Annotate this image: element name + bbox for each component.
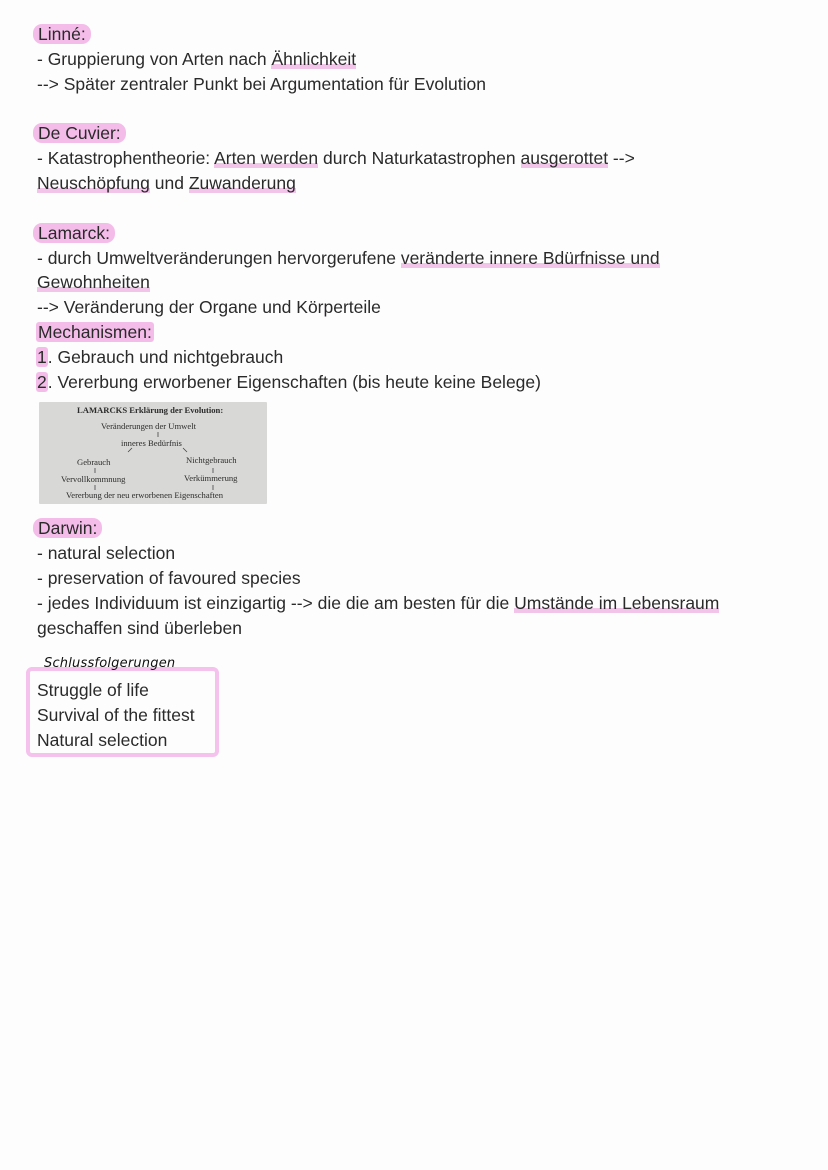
darwin-line-3	[37, 591, 797, 616]
diagram-node: Verkümmerung	[184, 473, 238, 484]
cuvier-line-2	[37, 171, 797, 196]
lamarck-line-3: --> Veränderung der Organe und Körperteile	[37, 297, 381, 318]
cuvier-heading-line	[37, 121, 797, 146]
lamarck-line-2	[37, 270, 797, 295]
conclusion-item: Survival of the fittest	[37, 704, 195, 725]
conclusion-item: Natural selection	[37, 729, 168, 750]
conclusions-list	[37, 678, 195, 752]
mechanism-text: . Gebrauch und nichtgebrauch	[47, 346, 284, 367]
diagram-title: LAMARCKS Erklärung der Evolution:	[77, 405, 224, 416]
lamarck-diagram-photo	[39, 402, 267, 504]
cuvier-underlined-term: Neuschöpfung	[37, 172, 150, 193]
diagram-node: Vervollkommnung	[61, 474, 126, 485]
notes-page	[37, 22, 797, 640]
diagram-arrows	[39, 402, 267, 504]
mechanism-2	[37, 370, 797, 395]
linne-heading-line	[37, 22, 797, 47]
darwin-line-4: geschaffen sind überleben	[37, 617, 242, 638]
lamarck-underlined-term: Gewohnheiten	[37, 272, 150, 293]
lamarck-underlined-term: veränderte innere Bdürfnisse und	[400, 247, 660, 268]
linne-underlined-term: Ähnlichkeit	[271, 48, 357, 69]
darwin-heading: Darwin:	[33, 518, 102, 538]
darwin-text: - jedes Individuum ist einzigartig --> die die am besten für die	[37, 592, 515, 613]
mechanism-1	[37, 345, 797, 370]
diagram-node: Gebrauch	[77, 457, 111, 468]
mechanism-text: . Vererbung erworbener Eigenschaften (bis heute keine Belege)	[47, 371, 541, 392]
cuvier-line-1	[37, 146, 797, 171]
diagram-node: Vererbung der neu erworbenen Eigenschaften	[66, 490, 224, 501]
cuvier-text: durch Naturkatastrophen	[318, 148, 521, 169]
cuvier-text: - Katastrophentheorie:	[37, 148, 215, 169]
cuvier-underlined-term: Arten werden	[214, 148, 319, 169]
diagram-node: Nichtgebrauch	[186, 455, 237, 466]
arrow	[183, 448, 187, 452]
linne-text: - Gruppierung von Arten nach	[37, 48, 272, 69]
cuvier-underlined-term: Zuwanderung	[188, 172, 296, 193]
lamarck-heading-line	[37, 221, 797, 246]
mechanism-number: 1	[37, 346, 47, 367]
darwin-underlined-term: Umstände im Lebensraum	[514, 592, 720, 613]
conclusion-item: Struggle of life	[37, 680, 149, 700]
diagram-node: inneres Bedürfnis	[121, 438, 182, 449]
lamarck-text: - durch Umweltveränderungen hervorgerufene	[37, 247, 401, 268]
cuvier-underlined-term: ausgerottet	[520, 148, 609, 169]
handwritten-label: Schlussfolgerungen	[44, 656, 176, 671]
darwin-line-2: - preservation of favoured species	[37, 567, 301, 588]
diagram-node: Veränderungen der Umwelt	[101, 421, 196, 432]
arrow	[128, 448, 132, 452]
darwin-heading-line	[37, 516, 797, 541]
cuvier-text: -->	[608, 148, 635, 169]
mechanisms-heading: Mechanismen:	[38, 321, 152, 342]
mechanisms-heading-line	[37, 320, 797, 345]
mechanism-number: 2	[37, 371, 47, 392]
linne-line-1	[37, 47, 797, 72]
linne-line-2: --> Später zentraler Punkt bei Argumentation für Evolution	[37, 73, 486, 94]
lamarck-line-1	[37, 246, 797, 271]
cuvier-text: und	[149, 172, 189, 193]
lamarck-heading: Lamarck:	[33, 223, 115, 243]
cuvier-heading: De Cuvier:	[33, 123, 126, 143]
linne-heading: Linné:	[33, 24, 91, 44]
darwin-line-1: - natural selection	[37, 543, 176, 564]
